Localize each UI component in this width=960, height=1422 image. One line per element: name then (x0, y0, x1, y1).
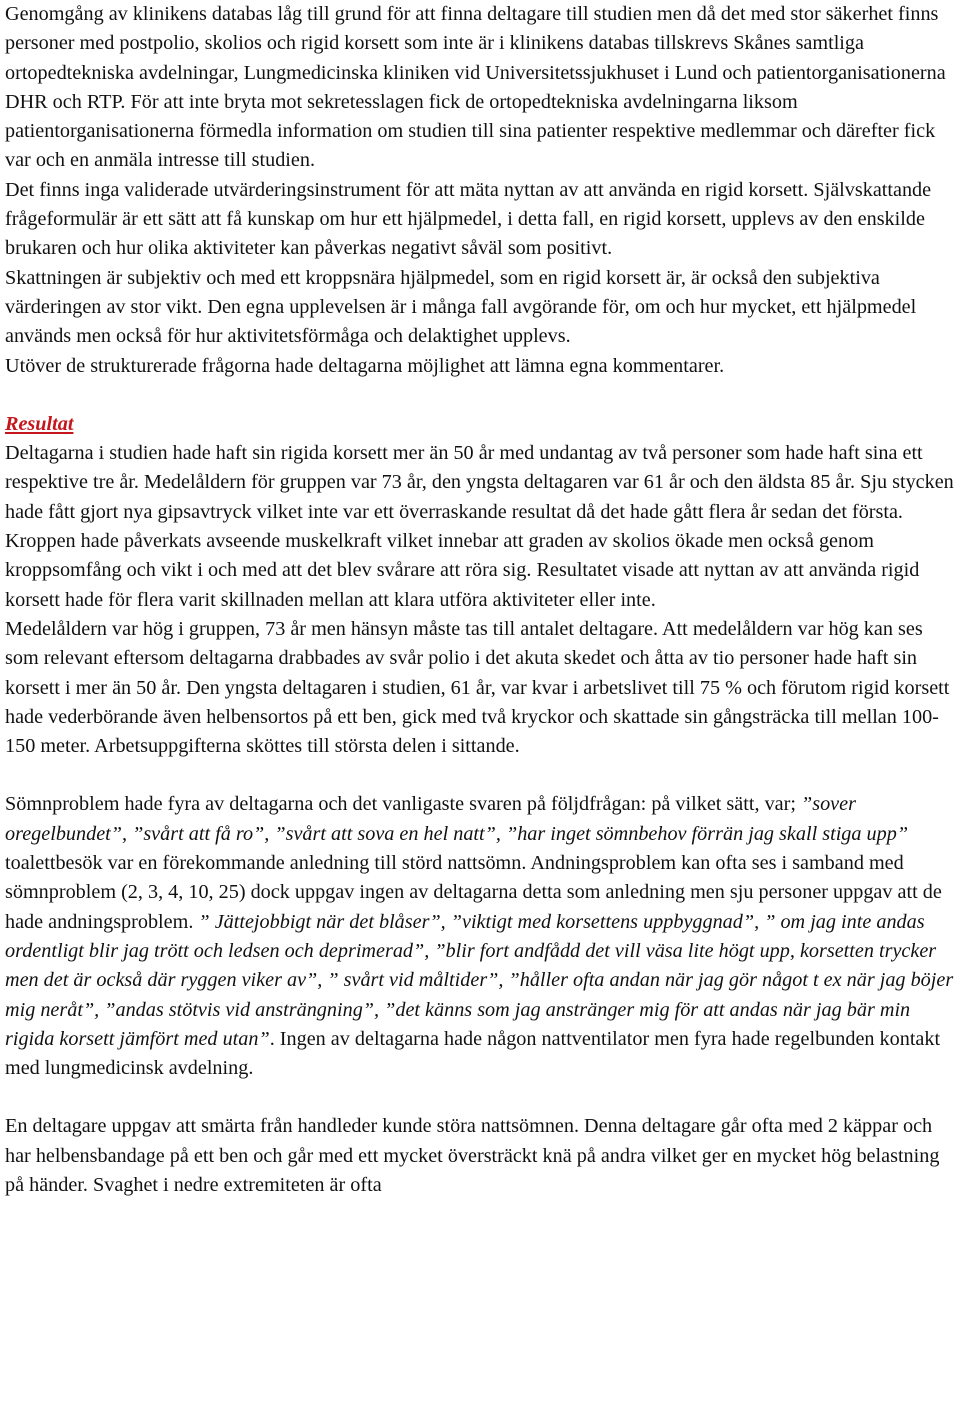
section-heading-resultat: Resultat (5, 412, 74, 435)
paragraph-age: Medelåldern var hög i gruppen, 73 år men hänsyn måste tas till antalet deltagare. Att medelåldern var hög kan ses som relevant eftersom deltagarna drabbades av svår polio i det akuta skedet och åtta av tio personer hade haft sin korsett i mer än 50 år. Den yngsta deltagaren i studien, 61 år, var kvar i arbetslivet till 75 % och förutom rigid korsett hade vederbörande även helbensortos på ett ben, gick med två kryckor och skattade sin gångsträcka till mellan 100-150 meter. Arbetsuppgifterna sköttes till största delen i sittande. (5, 617, 950, 758)
paragraph-results: Deltagarna i studien hade haft sin rigida korsett mer än 50 år med undantag av två personer som hade haft sina ett respektive tre år. Medelåldern för gruppen var 73 år, den yngsta deltagaren var 61 år och den äldsta 85 år. Sju stycken hade fått gjort nya gipsavtryck vilket inte var ett överraskande resultat då det hade gått flera år sedan det första. Kroppen hade påverkats avseende muskelkraft vilket innebar att graden av skolios ökade men också genom kroppsomfång och vikt i och med att det blev svårare att röra sig. Resultatet visade att nyttan av att använda rigid korsett hade för flera varit skillnaden mellan att klara utföra aktiviteter eller inte. (5, 442, 954, 611)
paragraph-instruments: Det finns inga validerade utvärderingsinstrument för att mäta nyttan av att använda en rigid korsett. Självskattande frågeformulär är ett sätt att få kunskap om hur ett hjälpmedel, i detta fall, en rigid korsett, upplevs av den enskilde brukaren och hur olika aktiviteter kan påverkas negativt såväl som positivt. (5, 178, 932, 260)
paragraph-self-assessment: Skattningen är subjektiv och med ett kroppsnära hjälpmedel, som en rigid korsett är, är också den subjektiva värderingen av stor vikt. Den egna upplevelsen är i många fall avgörande för, om och hur mycket, ett hjälpmedel används men också för hur aktivitetsförmåga och delaktighet upplevs. (5, 266, 917, 348)
paragraph-recruitment: Genomgång av klinikens databas låg till grund för att finna deltagare till studien men då det med stor säkerhet finns personer med postpolio, skolios och rigid korsett som inte är i klinikens databas tillskrevs Skånes samtliga ortopedtekniska avdelningar, Lungmedicinska kliniken vid Universitetssjukhuset i Lund och patientorganisationerna DHR och RTP. För att inte bryta mot sekretesslagen fick de ortopedtekniska avdelningarna liksom patientorganisationerna förmedla information om studien till sina patienter respektive medlemmar och därefter fick var och en anmäla intresse till studien. (5, 3, 946, 172)
breathing-quotes: ” Jättejobbigt när det blåser”, ”viktigt med korsettens uppbyggnad”, ” om jag inte andas ordentligt blir jag trött och ledsen och deprimerad”, ”blir fort andfådd det vill väsa lite högt upp, korsetten trycker men det är också där ryggen viker av”, ” svårt vid måltider”, ”håller ofta andan när jag gör något t ex när jag böjer mig neråt”, ”andas stötvis vid ansträngning”, ”det känns som jag anstränger mig för att andas när jag bär min rigida korsett jämfört med utan” (5, 910, 954, 1050)
sleep-text-b: toalettbesök var en förekommande anledning till störd nattsömn. Andningsproblem kan ofta ses i samband med sömnproblem (2, 3, 4, 10, 25) dock uppgav ingen av deltagarna detta som anledning men sju personer uppgav att de hade andningsproblem. (5, 852, 942, 933)
paragraph-sleep (5, 790, 957, 1083)
paragraph-comments: Utöver de strukturerade frågorna hade deltagarna möjlighet att lämna egna kommentarer. (5, 354, 725, 377)
paragraph-pain: En deltagare uppgav att smärta från handleder kunde störa nattsömnen. Denna deltagare går ofta med 2 käppar och har helbensbandage på ett ben och går med ett mycket översträckt knä på andra vilket ger en mycket hög belastning på händer. Svaghet i nedre extremiteten är ofta (5, 1115, 940, 1196)
sleep-text-c: . Ingen av deltagarna hade någon nattventilator men fyra hade regelbunden kontakt med lungmedicinsk avdelning. (5, 1027, 941, 1080)
document-page (5, 0, 957, 1200)
sleep-text-a: Sömnproblem hade fyra av deltagarna och det vanligaste svaren på följdfrågan: på vilket sätt, var; (5, 793, 801, 816)
sleep-quotes: ”sover oregelbundet”, ”svårt att få ro”, ”svårt att sova en hel natt”, ”har inget sömnbehov förrän jag skall stiga upp” (5, 793, 909, 845)
